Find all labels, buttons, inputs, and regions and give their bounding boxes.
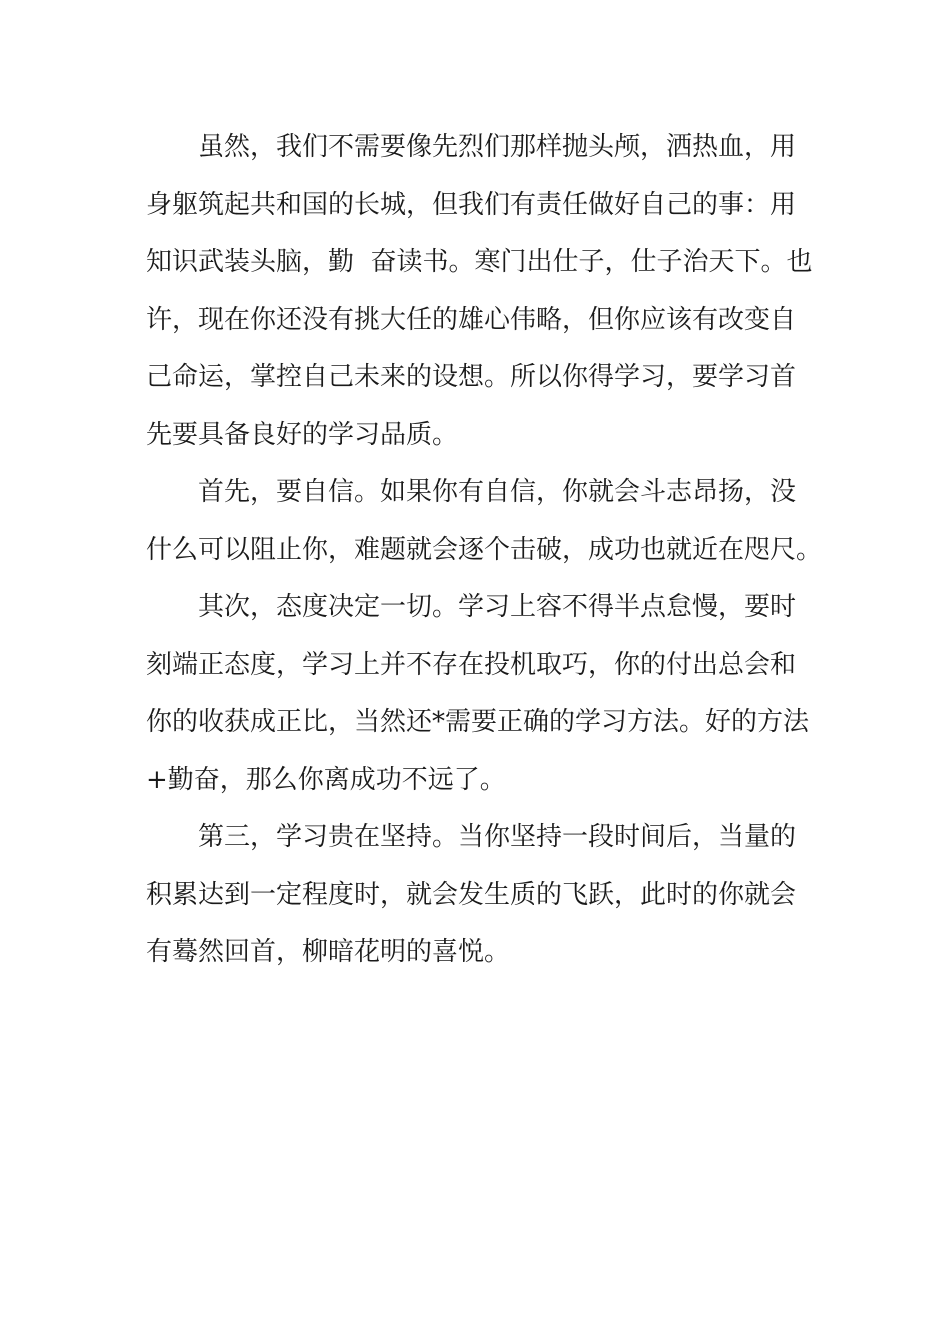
text-line: 许，现在你还没有挑大任的雄心伟略，但你应该有改变自 xyxy=(146,304,797,335)
paragraph-2 xyxy=(146,464,823,579)
text-line: +勤奋，那么你离成功不远了。 xyxy=(146,764,506,795)
text-line: 刻端正态度，学习上并不存在投机取巧，你的付出总会和 xyxy=(146,649,797,680)
text-line: 己命运，掌控自己未来的设想。所以你得学习，要学习首 xyxy=(146,362,797,392)
paragraph-1 xyxy=(146,119,811,464)
text-line: 虽然，我们不需要像先烈们那样抛头颅，洒热血，用 xyxy=(146,132,797,162)
text-line: 有蓦然回首，柳暗花明的喜悦。 xyxy=(146,937,511,967)
text-line: 其次，态度决定一切。学习上容不得半点怠慢，要时 xyxy=(146,592,797,622)
text-line: 身躯筑起共和国的长城，但我们有责任做好自己的事：用 xyxy=(146,189,797,220)
text-line: 积累达到一定程度时，就会发生质的飞跃，此时的你就会 xyxy=(146,879,797,910)
document-body xyxy=(146,119,823,982)
text-line: 首先，要自信。如果你有自信，你就会斗志昂扬，没 xyxy=(146,477,797,507)
text-line: 先要具备良好的学习品质。 xyxy=(146,419,459,450)
text-line: 知识武装头脑，勤 奋读书。寒门出仕子，仕子治天下。也 xyxy=(146,247,813,277)
text-line: 什么可以阻止你，难题就会逐个击破，成功也就近在咫尺。 xyxy=(146,534,823,565)
paragraph-4 xyxy=(146,809,811,982)
text-line: 第三，学习贵在坚持。当你坚持一段时间后，当量的 xyxy=(146,822,797,852)
paragraph-3 xyxy=(146,579,811,809)
text-line: 你的收获成正比，当然还*需要正确的学习方法。好的方法 xyxy=(146,707,810,737)
